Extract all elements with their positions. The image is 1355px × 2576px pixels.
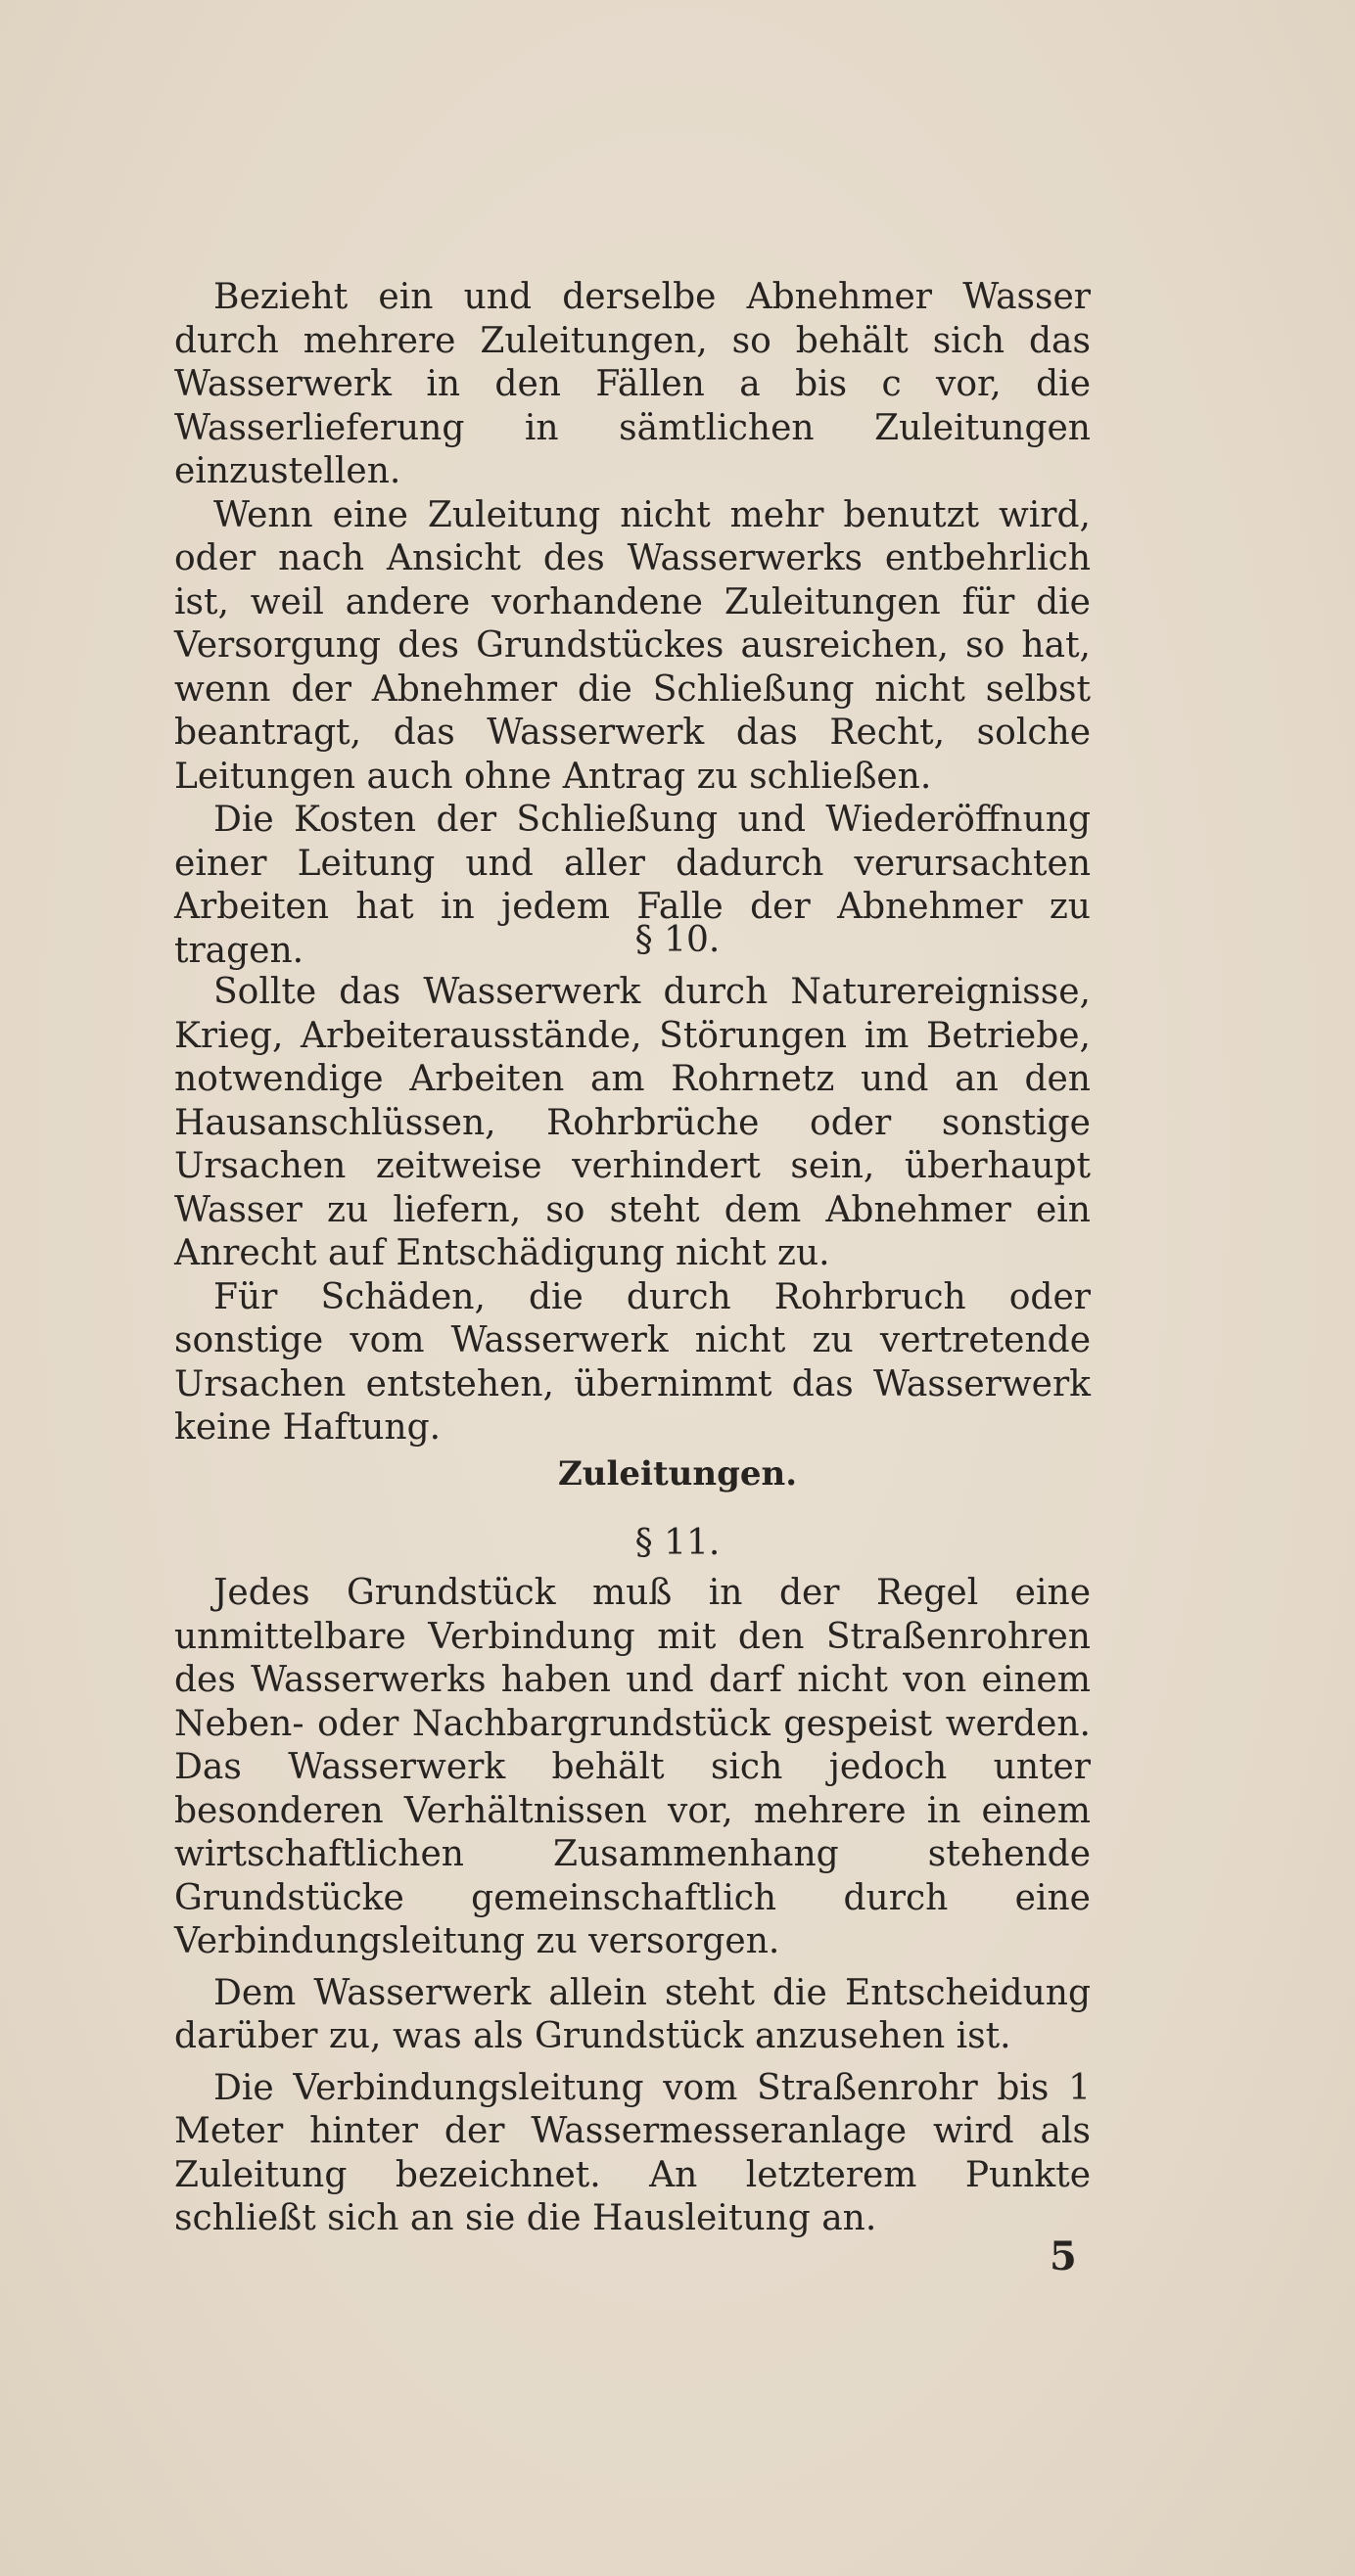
paragraph: Die Kosten der Schließung und Wiederöffnung einer Leitung und aller dadurch verursachten Arbeiten hat in jedem Falle der Abnehmer zu tragen. bbox=[174, 800, 1091, 971]
paragraph: Die Verbindungsleitung vom Straßenrohr bis 1 Meter hinter der Wassermesseranlage wird als Zuleitung bezeichnet. An letzterem Punkte schließt sich an sie die Hausleitung an. bbox=[174, 2067, 1091, 2238]
section-title: Zuleitungen. bbox=[557, 1454, 798, 1494]
paragraph: Bezieht ein und derselbe Abnehmer Wasser durch mehrere Zuleitungen, so behält sich das Wasserwerk in den Fällen a bis c vor, die Wasserlieferung in sämtlichen Zuleitungen einzustellen. bbox=[174, 277, 1091, 491]
intro-paragraphs bbox=[174, 276, 1091, 973]
section-10-mark: § 10. bbox=[634, 920, 721, 960]
page-number: 5 bbox=[1050, 2233, 1077, 2279]
section-11-mark: § 11. bbox=[634, 1523, 721, 1563]
section-10-paragraphs bbox=[174, 971, 1091, 1450]
paragraph: Für Schäden, die durch Rohrbruch oder sonstige vom Wasserwerk nicht zu vertretende Ursachen entstehen, übernimmt das Wasserwerk keine Haftung. bbox=[174, 1276, 1091, 1448]
section-11-paragraphs bbox=[174, 1572, 1091, 2241]
paragraph: Dem Wasserwerk allein steht die Entscheidung darüber zu, was als Grundstück anzusehen ist. bbox=[174, 1972, 1091, 2056]
paragraph: Jedes Grundstück muß in der Regel eine unmittelbare Verbindung mit den Straßenrohren des Wasserwerks haben und darf nicht von einem Neben- oder Nachbargrundstück gespeist werden. Das Wasserwerk behält sich jedoch unter besonderen Verhältnissen vor, mehrere in einem wirtschaftlichen Zusammenhang stehende Grundstücke gemeinschaftlich durch eine Verbindungsleitung zu versorgen. bbox=[174, 1573, 1091, 1961]
paragraph: Wenn eine Zuleitung nicht mehr benutzt wird, oder nach Ansicht des Wasserwerks entbehrlich ist, weil andere vorhandene Zuleitungen für die Versorgung des Grundstückes ausreichen, so hat, wenn der Abnehmer die Schließung nicht selbst beantragt, das Wasserwerk das Recht, solche Leitungen auch ohne Antrag zu schließen. bbox=[174, 494, 1091, 797]
paragraph: Sollte das Wasserwerk durch Naturereignisse, Krieg, Arbeiterausstände, Störungen im Betriebe, notwendige Arbeiten am Rohrnetz und an den Hausanschlüssen, Rohrbrüche oder sonstige Ursachen zeitweise verhindert sein, überhaupt Wasser zu liefern, so steht dem Abnehmer ein Anrecht auf Entschädigung nicht zu. bbox=[174, 972, 1091, 1273]
